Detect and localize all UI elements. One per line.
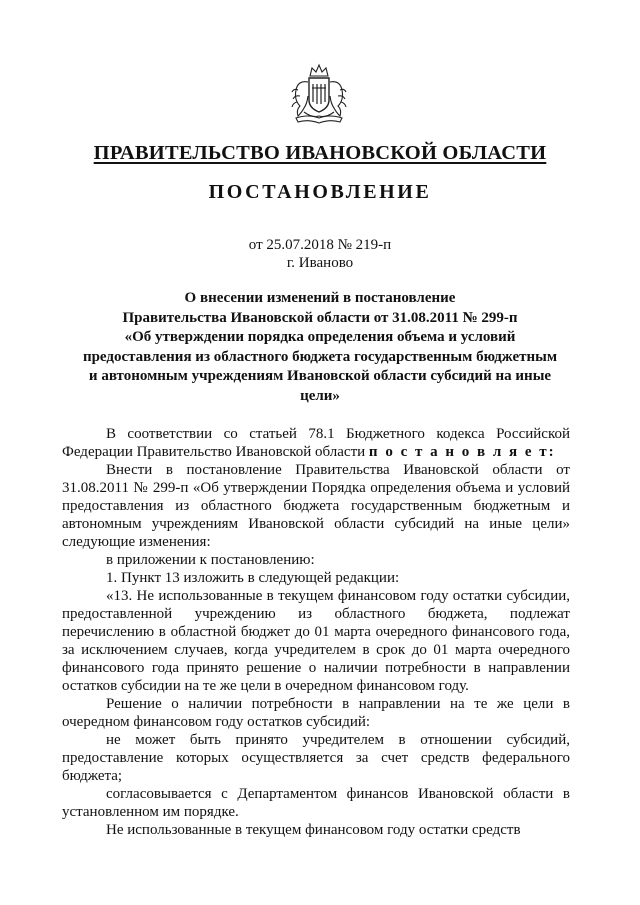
decree-keyword: п о с т а н о в л я е т: [368,444,556,460]
paragraph: согласовывается с Департаментом финансов Ивановской области в установленном им порядке. [62,786,570,820]
paragraph: в приложении к постановлению: [106,552,315,568]
subject-line: и автономным учреждениям Ивановской области субсидий на иные [88,368,552,385]
document-type: ПОСТАНОВЛЕНИЕ [208,181,432,203]
subject-line: предоставления из областного бюджета государственным бюджетным [82,348,558,365]
document-body [62,425,570,839]
government-title [0,142,640,165]
paragraph-preamble [62,425,570,461]
document-date: от 25.07.2018 № 219-п [248,237,392,253]
paragraph: Не использованные в текущем финансовом году остатки средств [106,822,521,838]
paragraph: не может быть принято учредителем в отношении субсидий, предоставление которых осуществляется за счет средств федерального бюджета; [62,732,570,784]
subject-line: «Об утверждении порядка определения объема и условий [124,329,516,346]
paragraph: «13. Не использованные в текущем финансовом году остатки субсидии, предоставленной учреждению из областного бюджета, подлежат перечислению в областной бюджет до 01 марта очередного финансового года, за исключением случаев, когда учредителем в срок до 01 марта очередного финансового года принято решение о наличии потребности в направлении остатков субсидии на те же цели в очередном финансовом году. [62,588,570,694]
document-subject [62,289,578,407]
subject-line: О внесении изменений в постановление [184,290,456,306]
subject-line: Правительства Ивановской области от 31.08.2011 № 299-п [122,309,518,326]
preamble-text: В соответствии со статьей 78.1 Бюджетного кодекса Российской Федерации Правительство Ивановской области [62,426,570,460]
coat-of-arms-icon [288,62,350,128]
document-city: г. Иваново [286,255,354,271]
paragraph: Решение о наличии потребности в направлении на те же цели в очередном финансовом году остатков субсидий: [62,696,570,730]
government-title-text: ПРАВИТЕЛЬСТВО ИВАНОВСКОЙ ОБЛАСТИ [93,142,547,164]
paragraph: 1. Пункт 13 изложить в следующей редакции: [106,570,400,586]
subject-line: цели» [300,387,340,404]
paragraph: Внести в постановление Правительства Ивановской области от 31.08.2011 № 299-п «Об утверждении Порядка определения объема и условий предоставления из областного бюджета государственным бюджетным и автономным учреждениям Ивановской области субсидий на иные цели» следующие изменения: [62,462,570,550]
